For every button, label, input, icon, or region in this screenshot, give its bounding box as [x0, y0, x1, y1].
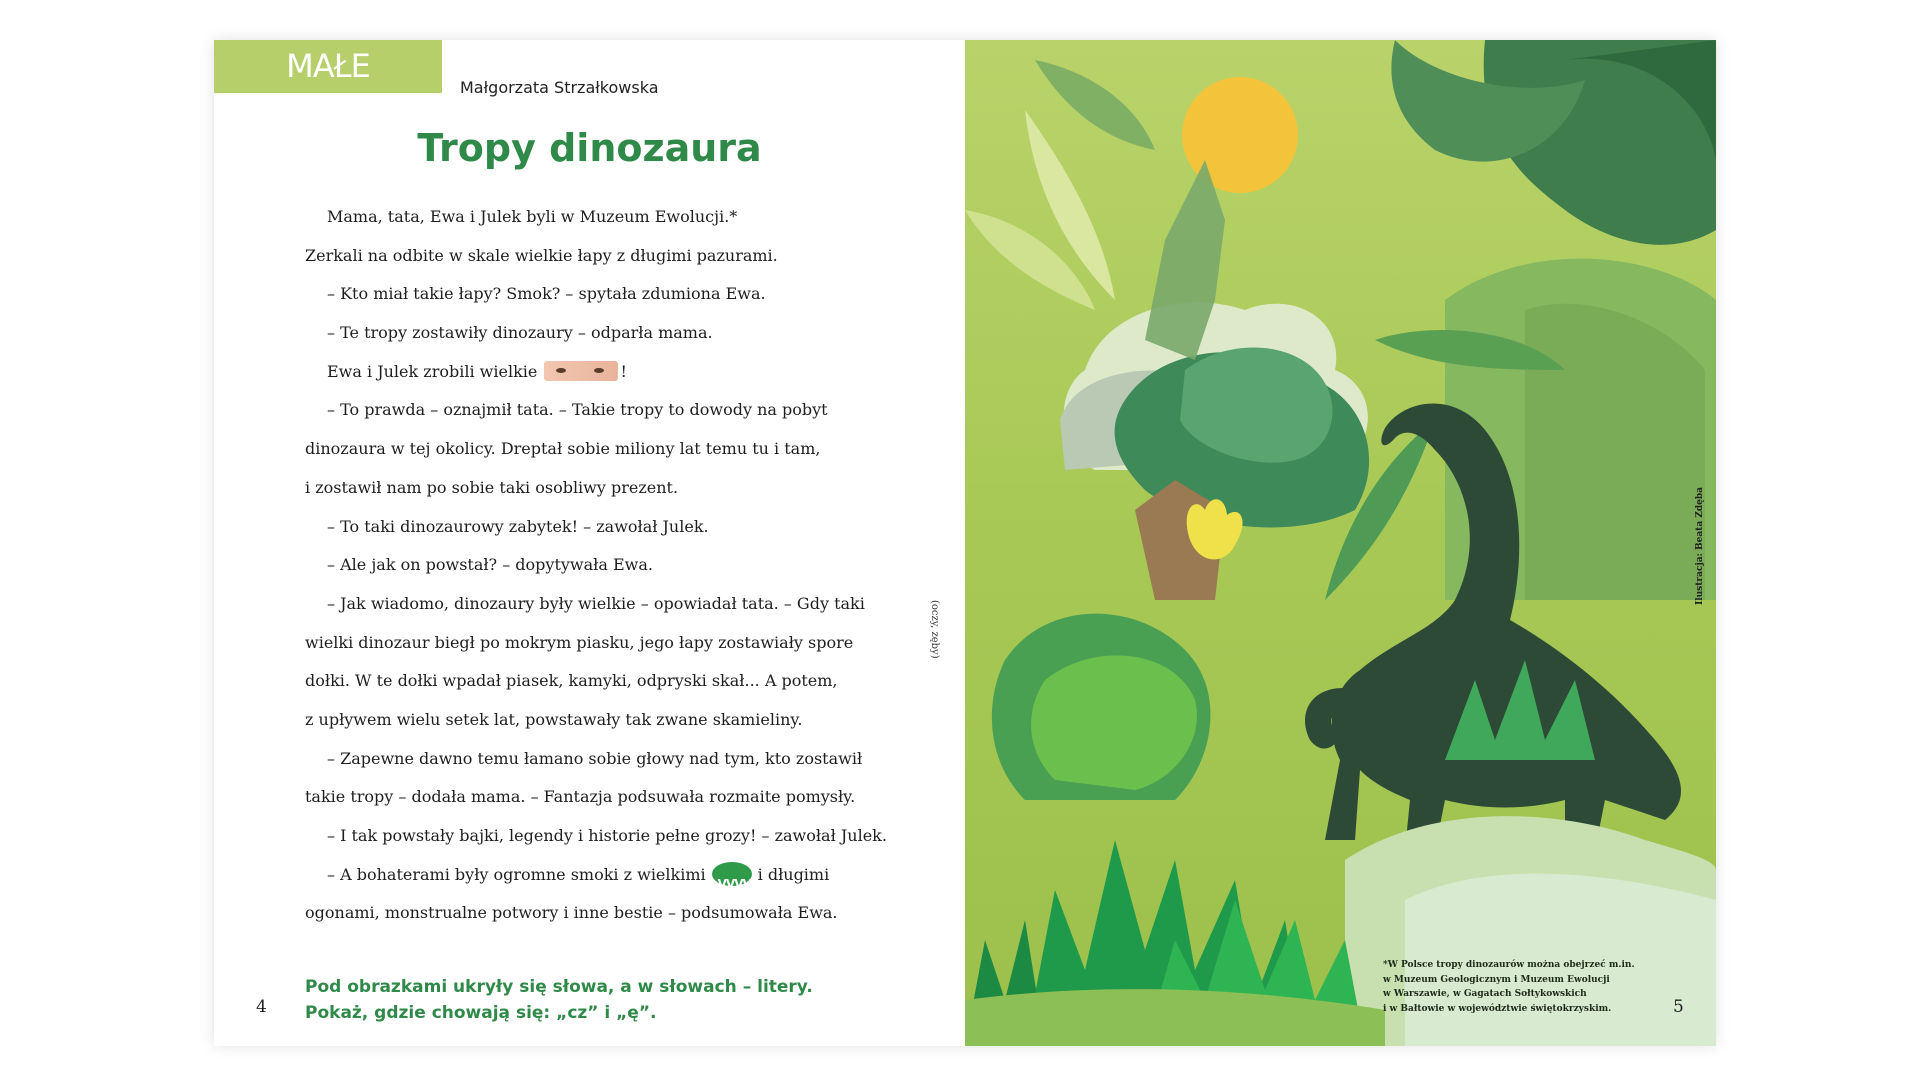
- story-line: – Zapewne dawno temu łamano sobie głowy nad tym, kto zostawił: [327, 748, 863, 768]
- book-spread: [214, 40, 1716, 1046]
- instruction-line: Pokaż, gdzie chowają się: „cz” i „ę”.: [305, 1003, 657, 1023]
- story-title: Tropy dinozaura: [417, 126, 762, 170]
- footnote: [1383, 958, 1663, 1016]
- story-line: – Ale jak on powstał? – dopytywała Ewa.: [327, 555, 653, 575]
- story-line: i zostawił nam po sobie taki osobliwy prezent.: [305, 477, 679, 497]
- section-tab: MAŁE CZYTANIE: [214, 40, 442, 93]
- story-line-with-teeth: [305, 856, 925, 895]
- story-line: – Jak wiadomo, dinozaury były wielkie – opowiadał tata. – Gdy taki: [327, 593, 865, 613]
- story-line-start: – A bohaterami były ogromne smoki z wielkimi: [327, 864, 706, 884]
- story-line: z upływem wielu setek lat, powstawały tak zwane skamieliny.: [305, 709, 803, 729]
- story-line-end: !: [620, 361, 627, 381]
- story-line: takie tropy – dodała mama. – Fantazja podsuwała rozmaite pomysły.: [305, 787, 856, 807]
- story-line: ogonami, monstrualne potwory i inne bestie – podsumowała Ewa.: [305, 903, 838, 923]
- story-line: dołki. W te dołki wpadał piasek, kamyki, odpryski skał... A potem,: [305, 671, 838, 691]
- story-line: – Kto miał takie łapy? Smok? – spytała zdumiona Ewa.: [327, 284, 766, 304]
- task-instruction: [305, 974, 825, 1026]
- story-line: – I tak powstały bajki, legendy i historie pełne grozy! – zawołał Julek.: [327, 826, 887, 845]
- story-line: – To prawda – oznajmił tata. – Takie tropy to dowody na pobyt: [327, 400, 828, 420]
- left-page: [214, 40, 965, 1046]
- right-page: [965, 40, 1716, 1046]
- picture-credit: (oczy, zęby): [929, 600, 940, 659]
- story-line-start: Ewa i Julek zrobili wielkie: [327, 361, 538, 381]
- story-line: dinozaura w tej okolicy. Dreptał sobie miliony lat temu tu i tam,: [305, 439, 821, 459]
- footnote-line: i w Bałtowie w województwie świętokrzyskim.: [1383, 1003, 1612, 1014]
- footnote-line: w Warszawie, w Gagatach Sołtykowskich: [1383, 989, 1587, 999]
- story-line: Mama, tata, Ewa i Julek byli w Muzeum Ewolucji.*: [327, 207, 738, 226]
- author-name: Małgorzata Strzałkowska: [460, 78, 659, 97]
- story-line: – To taki dinozaurowy zabytek! – zawołał Julek.: [327, 516, 709, 536]
- teeth-picture-icon: [712, 862, 752, 886]
- story-line: wielki dinozaur biegł po mokrym piasku, jego łapy zostawiały spore: [305, 632, 854, 652]
- page-number-right: 5: [1673, 997, 1684, 1017]
- footnote-line: w Muzeum Geologicznym i Muzeum Ewolucji: [1383, 974, 1610, 985]
- story-line-end: i długimi: [757, 864, 830, 884]
- dinosaur-jungle-illustration: [965, 40, 1716, 1046]
- leaf-shape: [1035, 60, 1155, 150]
- story-line: Zerkali na odbite w skale wielkie łapy z długimi pazurami.: [305, 245, 778, 265]
- story-line: – Te tropy zostawiły dinozaury – odparła mama.: [327, 323, 713, 343]
- illustration-credit: Ilustracja: Beata Zdęba: [1695, 487, 1705, 605]
- eyes-picture-icon: [544, 361, 618, 381]
- page-number-left: 4: [256, 997, 267, 1017]
- instruction-line: Pod obrazkami ukryły się słowa, a w słowach – litery.: [305, 977, 813, 997]
- hill-shape: [1525, 304, 1705, 600]
- story-text: [305, 198, 925, 933]
- story-line-with-eyes: [305, 353, 925, 392]
- footnote-line: *W Polsce tropy dinozaurów można obejrzeć m.in.: [1383, 960, 1635, 970]
